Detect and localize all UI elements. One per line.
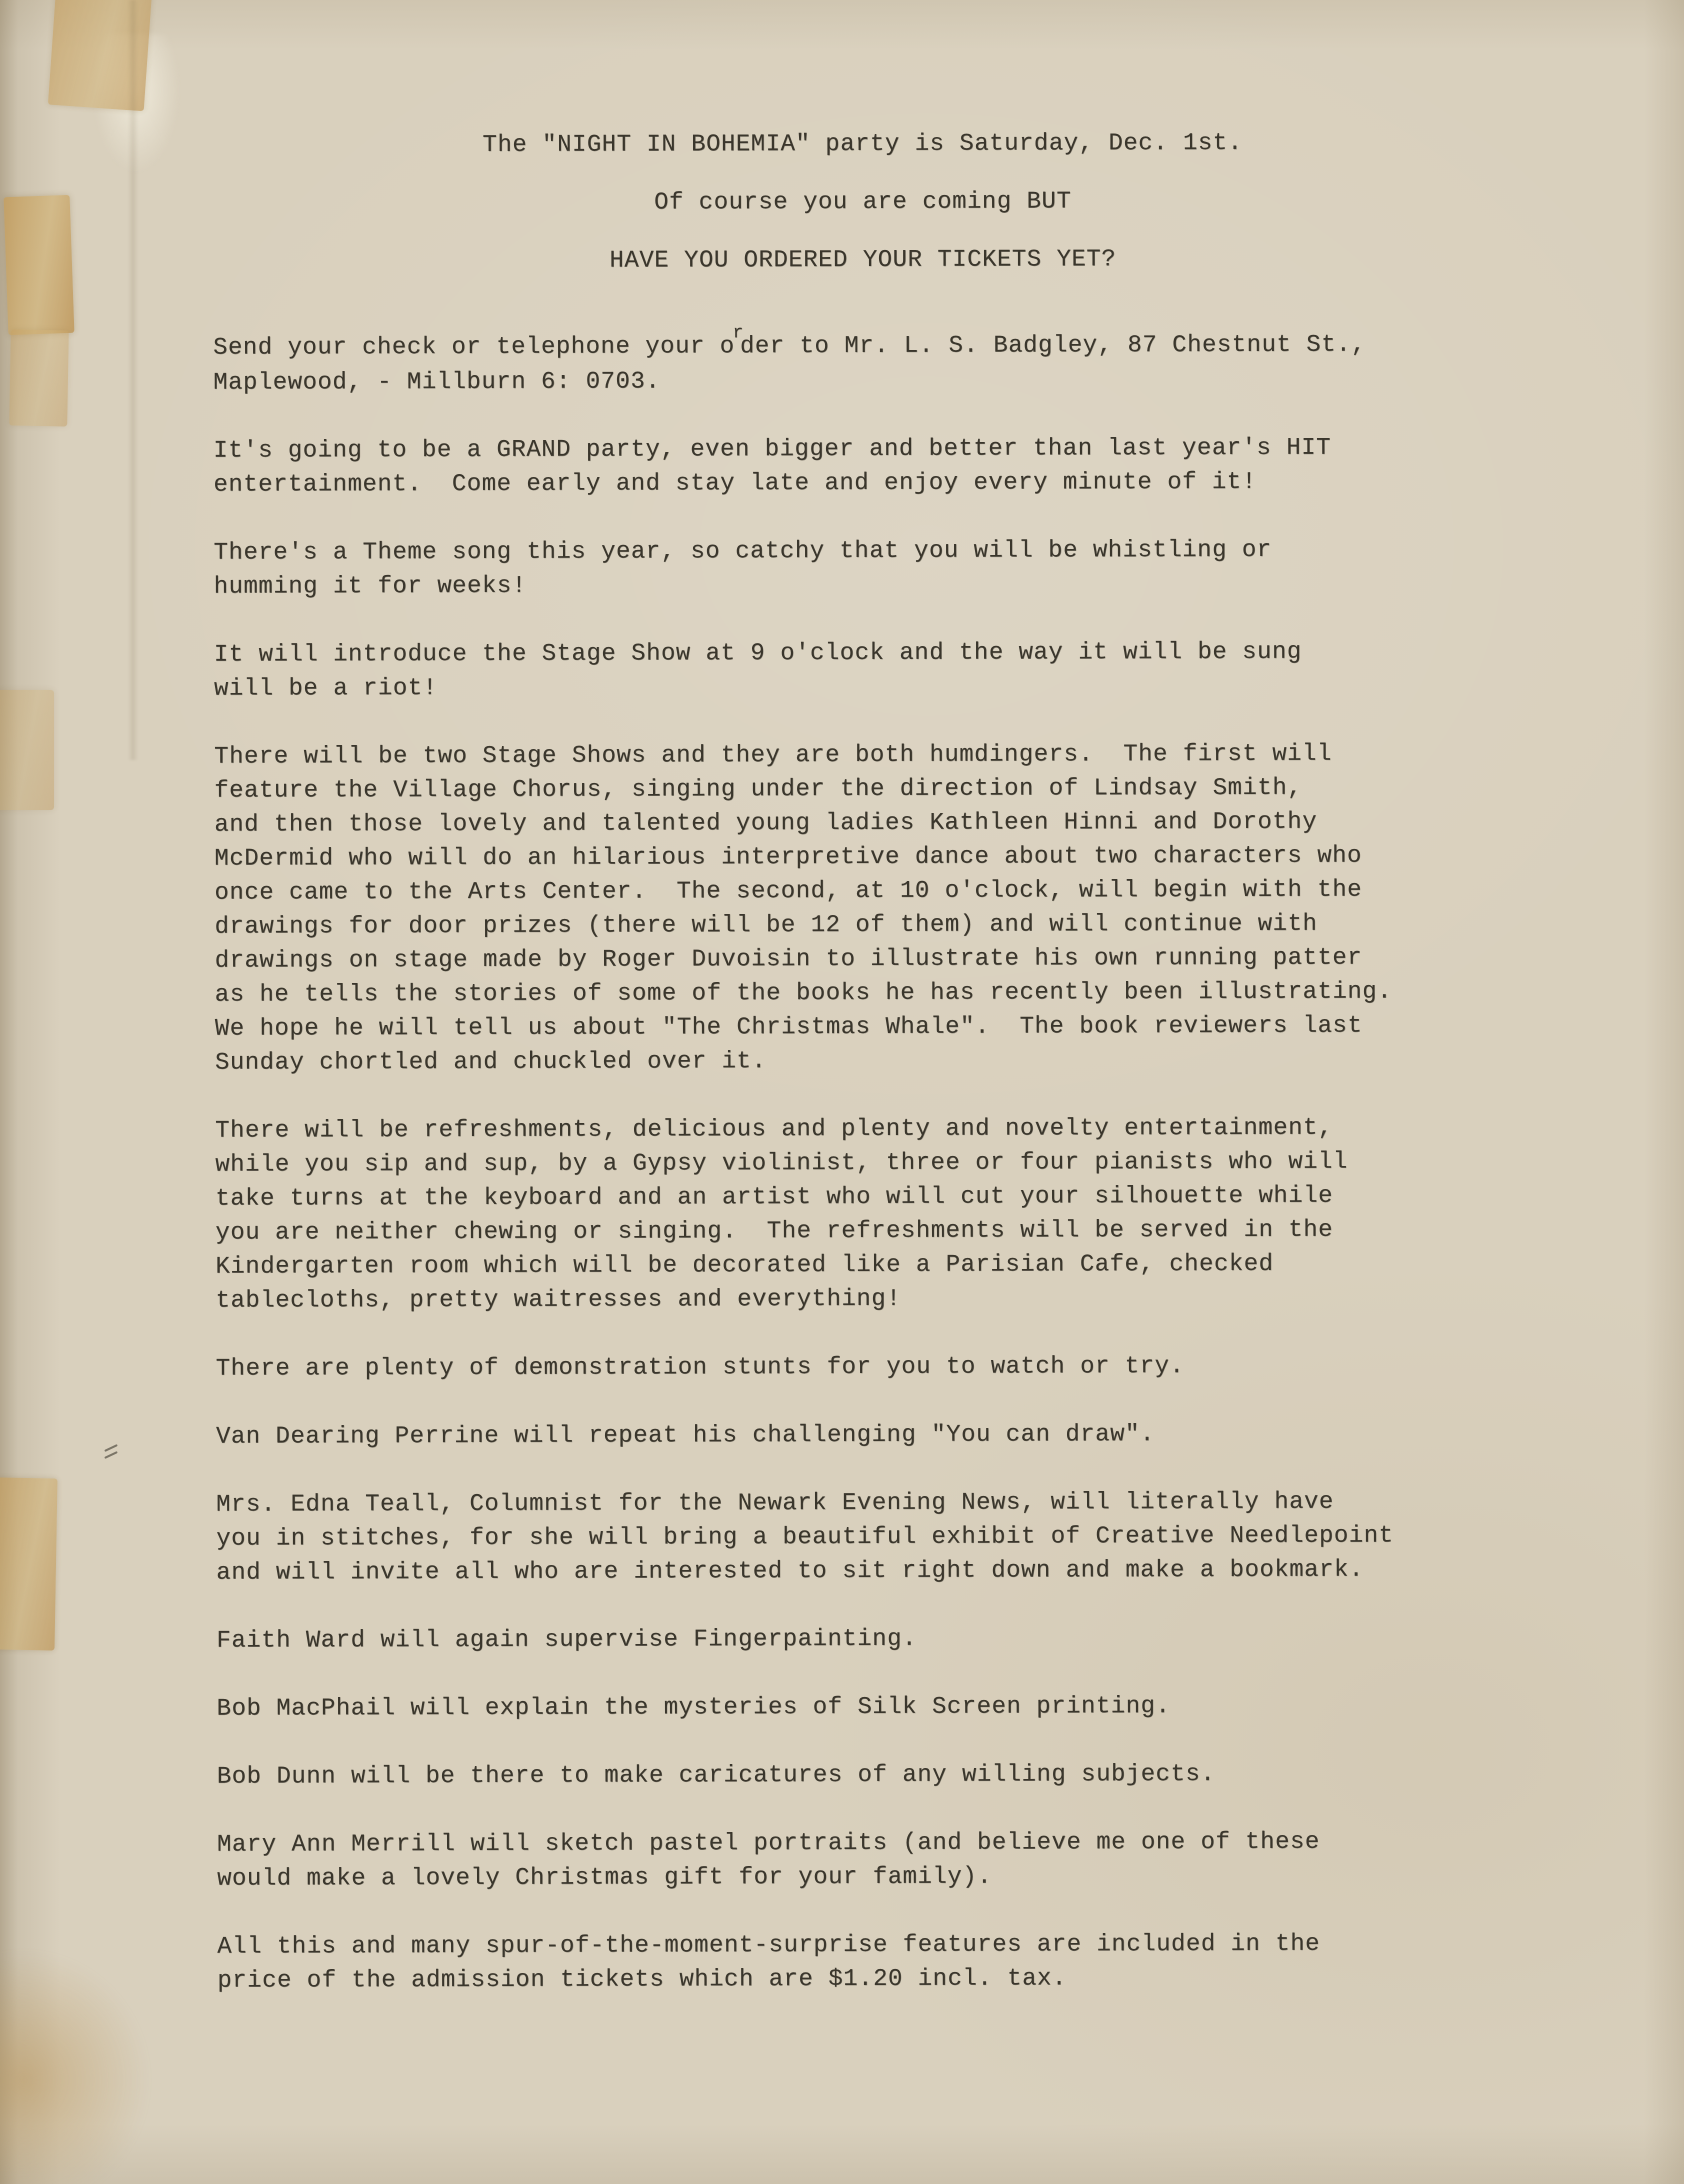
tape-mark — [0, 690, 54, 810]
tape-mark — [0, 1477, 57, 1650]
paper-stain — [0, 1950, 150, 2184]
paragraph-admission-price: All this and many spur-of-the-moment-surprise features are included in the price of the admission tickets which are $1.20 incl. tax. — [217, 1930, 1321, 1995]
paragraph-order-instructions — [213, 323, 1513, 400]
paragraph-theme-song: There's a Theme song this year, so catchy that you will be whistling or humming it for weeks! — [213, 536, 1272, 601]
paragraph-grand-party: It's going to be a GRAND party, even bigger and better than last year's HIT entertainment. Come early and stay late and enjoy every minute of it! — [213, 434, 1332, 499]
paragraph-van-dearing-perrine: Van Dearing Perrine will repeat his challenging "You can draw". — [215, 1421, 1155, 1451]
paragraph-stage-show-intro: It will introduce the Stage Show at 9 o'clock and the way it will be sung will be a riot! — [213, 638, 1302, 703]
document-header — [213, 126, 1513, 279]
pencil-mark — [104, 1442, 126, 1468]
paper-crease — [128, 0, 138, 760]
paragraph-mary-ann-merrill: Mary Ann Merrill will sketch pastel portraits (and believe me one of these would make a lovely Christmas gift for your family). — [216, 1828, 1320, 1893]
paragraph-faith-ward: Faith Ward will again supervise Fingerpainting. — [216, 1625, 917, 1655]
paragraph-bob-macphail: Bob MacPhail will explain the mysteries of Silk Screen printing. — [216, 1693, 1171, 1723]
order-text-after: der to Mr. L. S. Badgley, 87 Chestnut St., Maplewood, - Millburn 6: 0703. — [213, 331, 1366, 397]
paragraph-demonstration-stunts: There are plenty of demonstration stunts for you to watch or try. — [215, 1353, 1185, 1383]
paragraph-bob-dunn: Bob Dunn will be there to make caricatures of any willing subjects. — [216, 1761, 1216, 1791]
tape-mark — [9, 330, 69, 427]
paragraph-refreshments: There will be refreshments, delicious and plenty and novelty entertainment, while you sip and sup, by a Gypsy violinist, three or four pianists who will take turns at the keyboard and an artist who will cut your silhouette while you are neither chewing or singing. The refreshments will be served in the Kindergarten room which will be decorated like a Parisian Cafe, checked tablecloths, pretty waitresses and everything! — [215, 1114, 1348, 1315]
order-text-before: Send your check or telephone your o — [213, 333, 735, 362]
typed-correction-letter: r — [732, 323, 744, 344]
header-line-coming: Of course you are coming BUT — [654, 188, 1072, 217]
header-line-party-date: The "NIGHT IN BOHEMIA" party is Saturday, Dec. 1st. — [482, 130, 1243, 159]
paragraph-two-stage-shows: There will be two Stage Shows and they are both humdingers. The first will feature the Village Chorus, singing under the direction of Lindsay Smith, and then those lovely and talented young ladies Kathleen Hinni and Dorothy McDermid who will do an hilarious interpretive dance about two characters who once came to the Arts Center. The second, at 10 o'clock, will begin with the drawings for door prizes (there will be 12 of them) and will continue with drawings on stage made by Roger Duvoisin to illustrate his own running patter as he tells the stories of some of the books he has recently been illustrating. We hope he will tell us about "The Christmas Whale". The book reviewers last Sunday chortled and chuckled over it. — [214, 740, 1393, 1077]
tape-mark — [4, 195, 75, 335]
header-line-tickets: HAVE YOU ORDERED YOUR TICKETS YET? — [609, 246, 1117, 275]
paragraph-edna-teall: Mrs. Edna Teall, Columnist for the Newark Evening News, will literally have you in stitches, for she will bring a beautiful exhibit of Creative Needlepoint and will invite all who are interested to sit right down and make a bookmark. — [216, 1488, 1394, 1587]
typewritten-content — [213, 126, 1518, 2032]
